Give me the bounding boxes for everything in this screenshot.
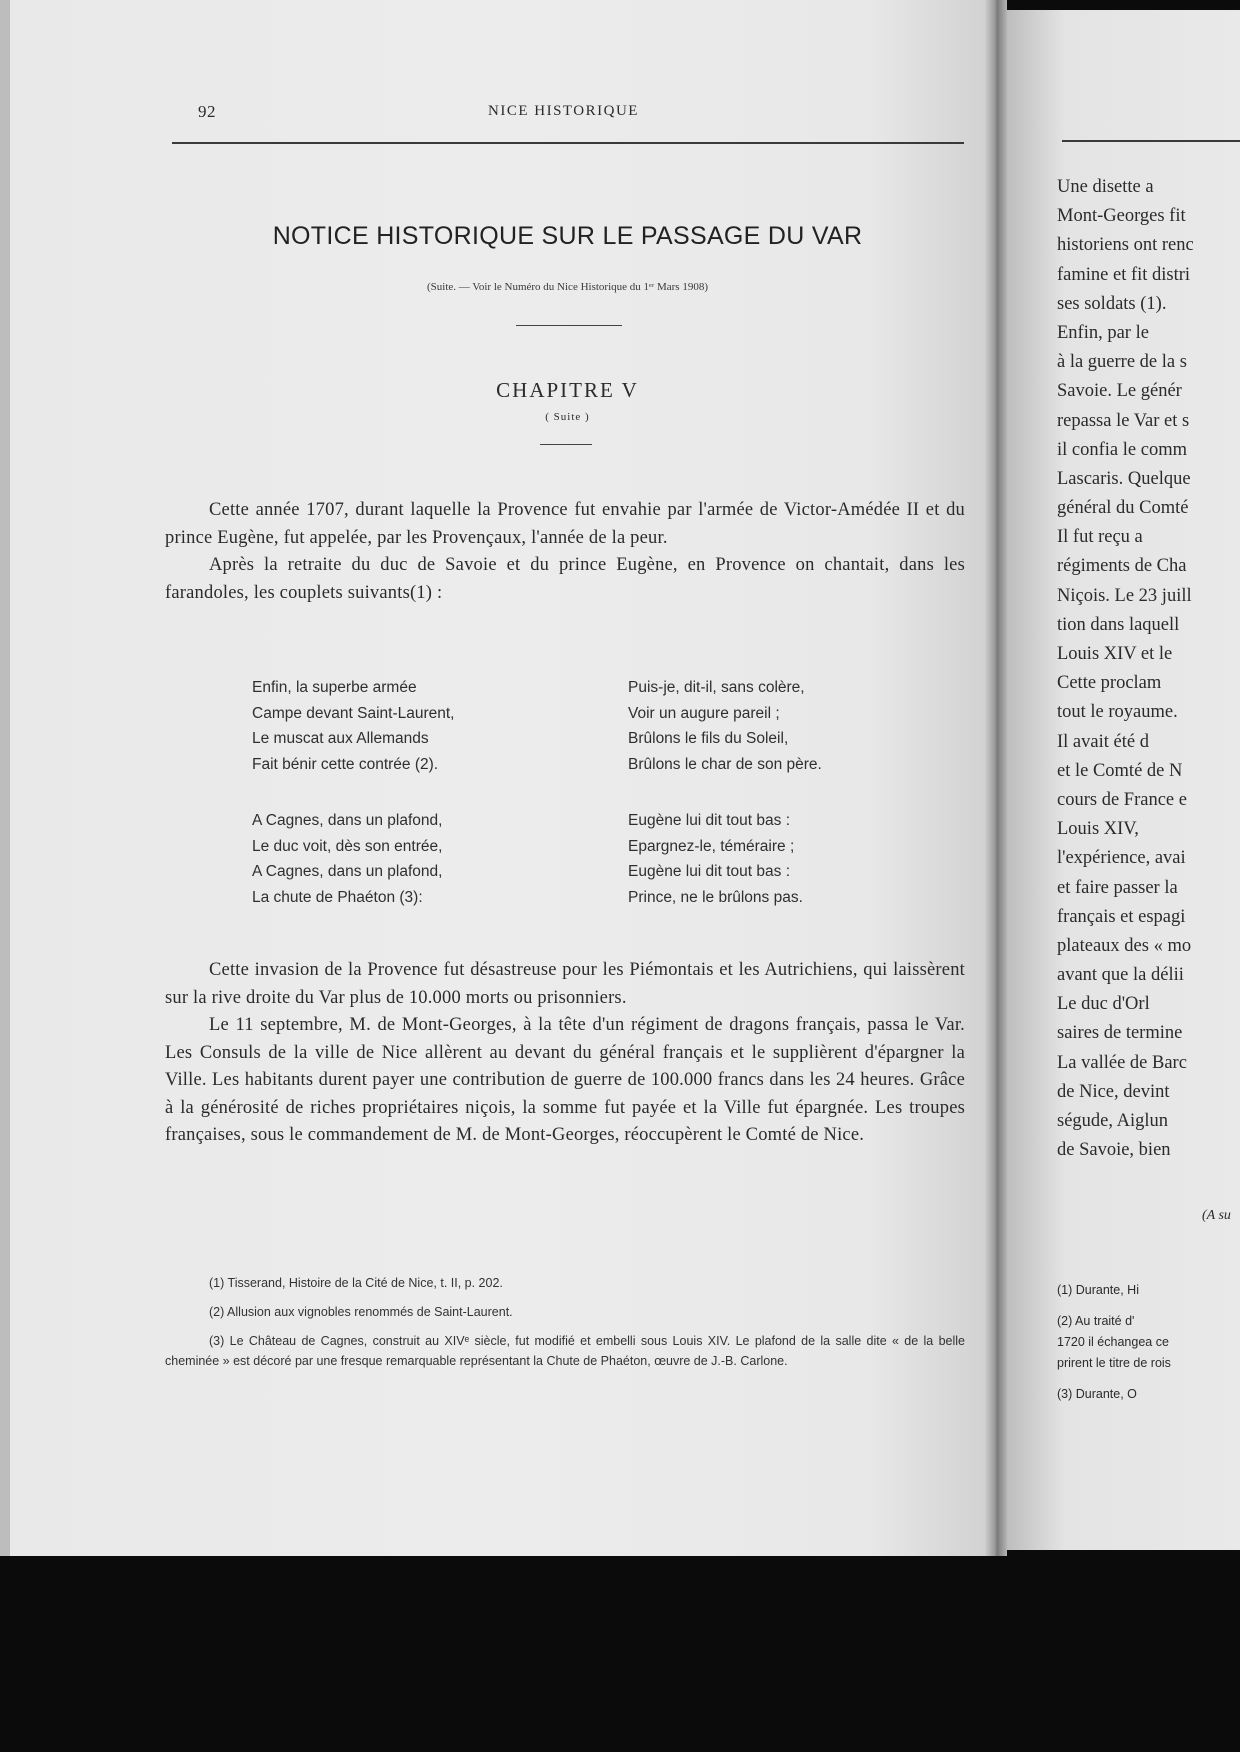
right-page-footnotes [1057, 1280, 1240, 1405]
scan-margin [0, 0, 10, 1560]
text-line: Lascaris. Quelque [1057, 468, 1191, 489]
text-line: à la guerre de la s [1057, 352, 1187, 373]
verse-stanza-2-right [628, 808, 803, 910]
text-line: La vallée de Barc [1057, 1052, 1187, 1073]
continuation-note: (A su [1202, 1208, 1231, 1223]
text-line: régiments de Cha [1057, 556, 1187, 577]
chapter-subtitle: ( Suite ) [545, 411, 590, 423]
verse-line: Brûlons le char de son père. [628, 755, 822, 773]
verse-line: Voir un augure pareil ; [628, 704, 780, 722]
article-title: NOTICE HISTORIQUE SUR LE PASSAGE DU VAR [272, 222, 863, 250]
text-line: Niçois. Le 23 juill [1057, 585, 1192, 606]
header-rule [1062, 140, 1240, 142]
text-line: avant que la délii [1057, 965, 1184, 986]
verse-line: Epargnez-le, téméraire ; [628, 837, 795, 855]
footnotes [165, 1273, 965, 1380]
chapter-divider [540, 444, 592, 445]
text-line: tion dans laquell [1057, 614, 1180, 635]
text-line: famine et fit distri [1057, 264, 1191, 285]
book-gutter [985, 0, 1007, 1556]
footnote-line: (1) Durante, Hi [1057, 1283, 1139, 1297]
body-text-top [165, 497, 965, 607]
verse-line: Le muscat aux Allemands [252, 730, 429, 747]
verse-stanza-1-right [628, 675, 822, 777]
verse-line: Eugène lui dit tout bas : [628, 863, 791, 880]
verse-line: Fait bénir cette contrée (2). [252, 755, 439, 773]
text-line: et faire passer la [1057, 877, 1178, 898]
body-text-bottom [165, 957, 965, 1150]
text-line: Louis XIV, [1057, 819, 1139, 840]
verse-line: Prince, ne le brûlons pas. [628, 888, 803, 906]
text-line: Cette proclam [1057, 673, 1162, 694]
page-number: 92 [198, 102, 216, 121]
header-rule [172, 142, 964, 144]
verse-line: Brûlons le fils du Soleil, [628, 730, 789, 747]
verse-line: Le duc voit, dès son entrée, [252, 837, 443, 855]
text-line: et le Comté de N [1057, 760, 1183, 781]
text-line: il confia le comm [1057, 439, 1187, 460]
verse-stanza-2-left [252, 808, 442, 910]
title-divider [516, 325, 622, 326]
footnote-line: prirent le titre de rois [1057, 1356, 1171, 1370]
text-line: repassa le Var et s [1057, 410, 1190, 431]
verse-line: Enfin, la superbe armée [252, 679, 417, 696]
verse-line: Campe devant Saint-Laurent, [252, 704, 455, 722]
verse-line: Puis-je, dit-il, sans colère, [628, 679, 805, 696]
running-head [10, 102, 985, 126]
text-line: ses soldats (1). [1057, 293, 1167, 314]
paragraph: Le 11 septembre, M. de Mont-Georges, à la tête d'un régiment de dragons français, passa le Var. Les Consuls de la ville de Nice allèrent au devant du général français et le supplièrent d'épargner la Ville. Les habitants durent payer une contribution de guerre de 100.000 francs dans les 24 heures. Grâce à la générosité de riches propriétaires niçois, la somme fut payée et la Ville fut épargnée. Les troupes françaises, sous le commandement de M. de Mont-Georges, réoccupèrent le Comté de Nice. [165, 1015, 965, 1145]
text-line: cours de France e [1057, 789, 1187, 810]
text-line: Il fut reçu a [1057, 527, 1143, 548]
text-line: Il avait été d [1057, 731, 1149, 752]
text-line: Mont-Georges fit [1057, 206, 1186, 227]
running-title: NICE HISTORIQUE [488, 103, 639, 119]
text-line: général du Comté [1057, 498, 1189, 519]
verse-line: A Cagnes, dans un plafond, [252, 863, 443, 880]
text-line: français et espagi [1057, 906, 1186, 927]
verse-line: A Cagnes, dans un plafond, [252, 812, 443, 829]
verse-line: La chute de Phaéton (3): [252, 888, 423, 906]
paragraph: Après la retraite du duc de Savoie et du prince Eugène, en Provence on chantait, dans les farandoles, les couplets suivants(1) : [165, 555, 965, 603]
text-line: plateaux des « mo [1057, 935, 1192, 956]
footnote-line: (3) Durante, O [1057, 1387, 1137, 1401]
footnote: (2) Allusion aux vignobles renommés de Saint-Laurent. [209, 1305, 513, 1319]
chapter-title: CHAPITRE V [496, 378, 639, 402]
right-page [1007, 10, 1240, 1550]
text-line: saires de termine [1057, 1023, 1183, 1044]
text-line: de Savoie, bien [1057, 1140, 1171, 1161]
text-line: Enfin, par le [1057, 322, 1149, 343]
article-subtitle: (Suite. — Voir le Numéro du Nice Historique du 1ᵉʳ Mars 1908) [427, 281, 708, 293]
text-line: l'expérience, avai [1057, 848, 1186, 869]
footnote-line: (2) Au traité d' [1057, 1314, 1135, 1328]
scan-background [0, 1556, 1240, 1752]
verse-stanza-1-left [252, 675, 454, 777]
text-line: tout le royaume. [1057, 702, 1178, 723]
right-page-text [1057, 173, 1240, 1165]
verse-line: Eugène lui dit tout bas : [628, 812, 791, 829]
paragraph: Cette année 1707, durant laquelle la Provence fut envahie par l'armée de Victor-Amédée II et du prince Eugène, fut appelée, par les Provençaux, l'année de la peur. [165, 500, 965, 548]
text-line: historiens ont renc [1057, 235, 1194, 256]
text-line: ségude, Aiglun [1057, 1111, 1168, 1131]
text-line: de Nice, devint [1057, 1081, 1170, 1102]
footnote: (3) Le Château de Cagnes, construit au XIVᵉ siècle, fut modifié et embelli sous Louis XIV. Le plafond de la salle dite « de la belle cheminée » est décoré par une fresque remarquable représentant la Chute de Phaéton, œuvre de J.-B. Carlone. [165, 1334, 965, 1368]
text-line: Une disette a [1057, 177, 1154, 197]
footnote-line: 1720 il échangea ce [1057, 1335, 1169, 1349]
text-line: Louis XIV et le [1057, 644, 1173, 664]
paragraph: Cette invasion de la Provence fut désastreuse pour les Piémontais et les Autrichiens, qui laissèrent sur la rive droite du Var plus de 10.000 morts ou prisonniers. [165, 960, 965, 1008]
footnote: (1) Tisserand, Histoire de la Cité de Nice, t. II, p. 202. [209, 1276, 503, 1290]
text-line: Le duc d'Orl [1057, 994, 1150, 1015]
text-line: Savoie. Le génér [1057, 381, 1182, 402]
